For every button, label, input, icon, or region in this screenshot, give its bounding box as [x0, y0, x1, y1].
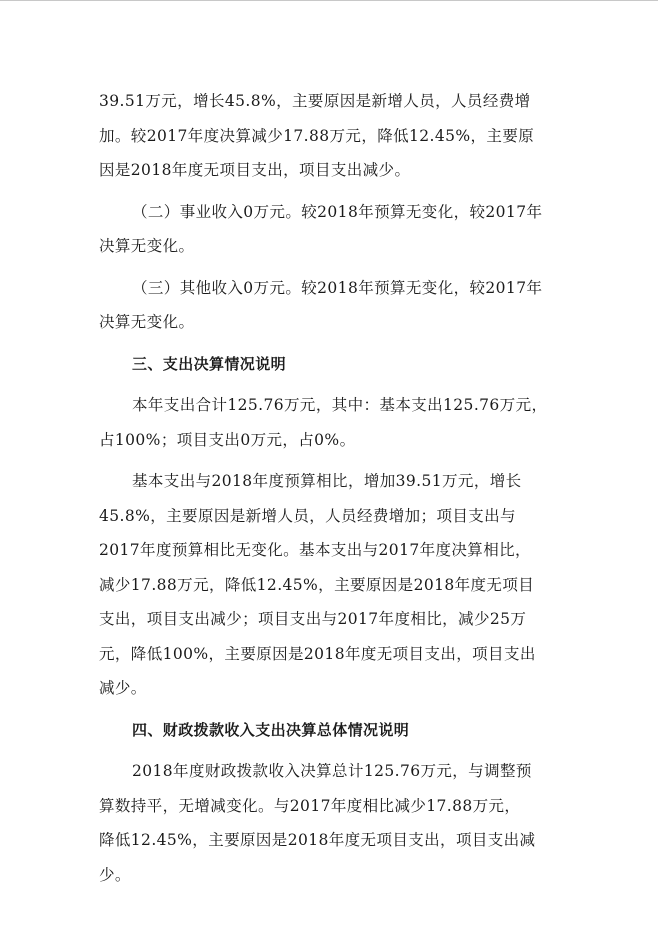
text-line: 39.51万元，增长45.8%，主要原因是新增人员，人员经费增: [99, 92, 531, 110]
paragraph-other-income: [99, 271, 561, 340]
text-line: 算数持平，无增减变化。与2017年度相比减少17.88万元，: [99, 796, 521, 815]
page-top-rule: [0, 0, 658, 1]
text-line: 减少。: [99, 679, 147, 697]
paragraph-basic-expenditure-comparison: [99, 464, 561, 706]
text-line: 基本支出与2018年度预算相比，增加39.51万元，增长: [132, 472, 522, 490]
text-line: 本年支出合计125.76万元，其中：基本支出125.76万元，: [132, 396, 548, 414]
text-line: 2018年度财政拨款收入决算总计125.76万元，与调整预: [132, 762, 532, 780]
text-line: 因是2018年度无项目支出，项目支出减少。: [99, 161, 411, 179]
text-line: 45.8%，主要原因是新增人员，人员经费增加；项目支出与: [99, 506, 516, 525]
text-line: 加。较2017年度决算减少17.88万元，降低12.45%，主要原: [99, 126, 535, 145]
text-line: 支出，项目支出减少；项目支出与2017年度相比，减少25万: [99, 610, 527, 628]
paragraph-fiscal-appropriation-total: [99, 754, 561, 892]
paragraph-staff-funding-increase: [99, 84, 561, 188]
text-line: 元，降低100%，主要原因是2018年度无项目支出，项目支出: [99, 644, 536, 663]
section-heading-expenditure: 三、支出决算情况说明: [132, 354, 287, 373]
text-line: （二）事业收入0万元。较2018年预算无变化，较2017年: [132, 202, 543, 221]
text-line: 降低12.45%，主要原因是2018年度无项目支出，项目支出减: [99, 831, 536, 849]
document-page: [99, 84, 561, 892]
section-heading-fiscal-appropriation: 四、财政拨款收入支出决算总体情况说明: [132, 720, 410, 739]
text-line: 减少17.88万元，降低12.45%，主要原因是2018年度无项目: [99, 575, 535, 594]
text-line: （三）其他收入0万元。较2018年预算无变化，较2017年: [132, 278, 543, 297]
text-line: 占100%；项目支出0万元，占0%。: [99, 430, 356, 449]
text-line: 少。: [99, 865, 131, 884]
text-line: 决算无变化。: [99, 313, 195, 331]
text-line: 决算无变化。: [99, 237, 195, 255]
text-line: 2017年度预算相比无变化。基本支出与2017年度决算相比，: [99, 541, 531, 559]
paragraph-total-expenditure: [99, 388, 561, 457]
paragraph-business-income: [99, 195, 561, 264]
